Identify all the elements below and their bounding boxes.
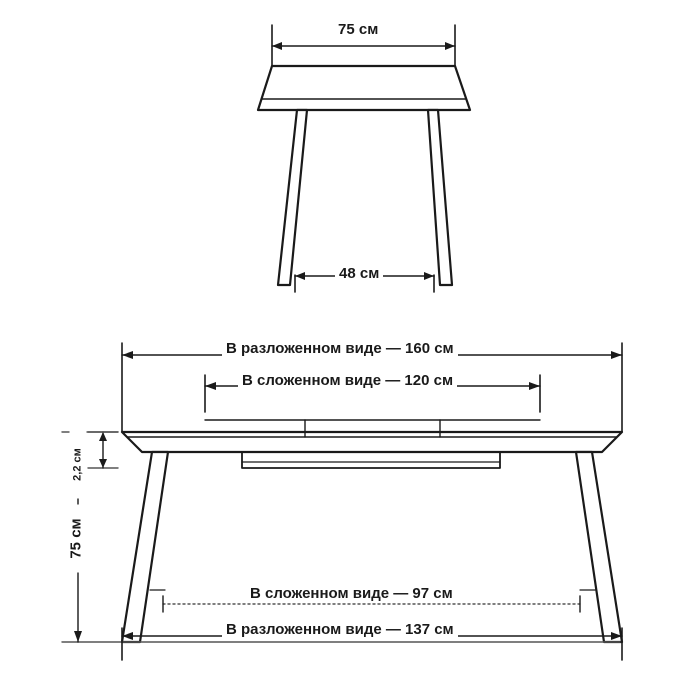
label-folded-97: В сложенном виде — 97 см [246,585,457,602]
front-view-tabletop [122,420,622,452]
label-height-75: 75 см [68,505,85,573]
front-view-apron [242,452,500,468]
dim-line-thickness [88,432,118,468]
label-top-width-75: 75 см [334,21,382,38]
label-bottom-width-48: 48 см [335,265,383,282]
label-unfolded-160: В разложенном виде — 160 см [222,340,458,357]
side-view-tabletop [258,66,470,110]
label-thickness-2-2: 2,2 см [70,431,87,499]
label-unfolded-137: В разложенном виде — 137 см [222,621,458,638]
front-view-legs [122,452,622,642]
side-view-legs [278,110,452,285]
label-folded-120: В сложенном виде — 120 см [238,372,457,389]
